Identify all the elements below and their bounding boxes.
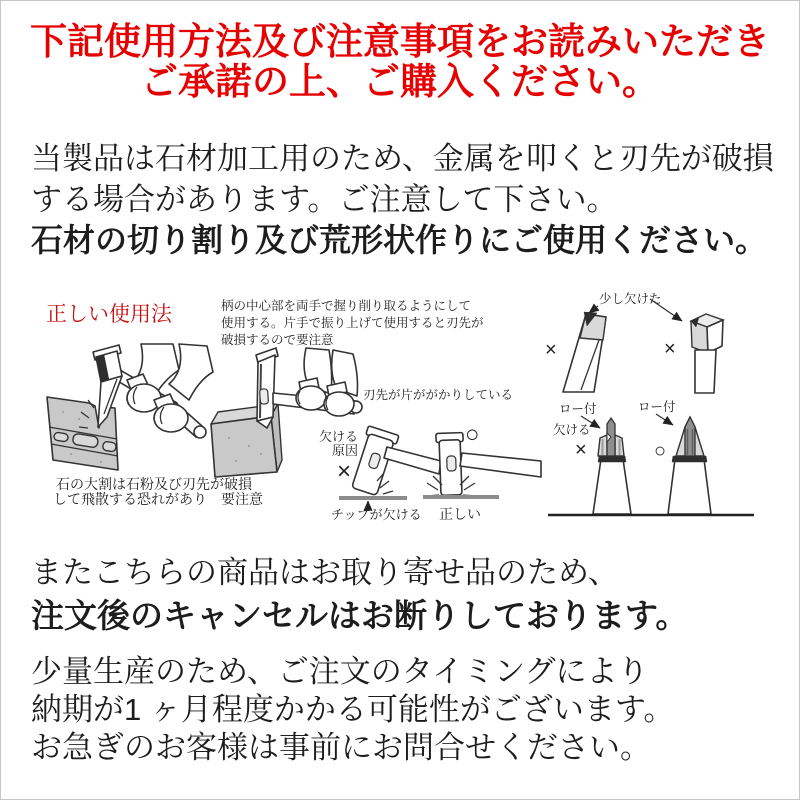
pointer-arrow [656,414,673,425]
pointer-arrow [589,306,598,313]
label-chip-cause-2: 原因 [332,443,359,458]
label-grip-note-1: 柄の中心部を両手で握り削り取るようにして [221,299,472,313]
hammer-handle [460,453,541,477]
label-stone-split-caption-1: 石の大割は石粉及び刃先が破損 [56,476,252,492]
header-warning [1,22,799,102]
order-notice-paragraph [31,552,688,636]
brazed-tip [685,417,695,456]
order-notice-line-1: またこちらの商品はお取り寄せ品のため、 [31,555,619,590]
flat-chisel-chipped [563,312,606,392]
point-chisel-chipped [593,418,631,514]
label-chip-result: チップが欠ける [331,507,422,522]
correct-mark: ○ [465,421,480,448]
point-chisel-correct [668,417,711,514]
label-slightly-chipped: 少し欠けた [599,292,662,306]
delivery-notice-line-1: 少量生産のため、ご注文のタイミングにより [31,654,649,689]
label-edge-catch: 刃先が片ががかりしている [363,388,514,402]
header-line-2: ご承諾の上、ご購入ください。 [141,61,659,102]
label-chips: 欠ける [553,423,591,437]
usage-warning-bold-line: 石材の切り割り及び荒形状作りにご使用ください。 [31,222,768,258]
label-grip-note-2: 使用する。片手で振り上げて使用すると刃先が [221,316,484,330]
label-grip-note-3: 破損するので要注意 [221,333,334,347]
wrong-mark: × [575,439,587,461]
wrong-mark: × [664,338,676,360]
diagram-hammer-strikes [339,426,541,511]
delivery-notice-line-3: お急ぎのお客様は事前にお問合せください。 [31,730,651,765]
usage-warning-line-2: する場合があります。ご注意して下さい。 [31,182,618,217]
hand [324,392,354,416]
hammer-handle [384,447,441,474]
label-correct: 正しい [439,506,481,522]
scene-stone-splitting [47,344,213,470]
label-chip-cause-1: 欠ける [319,429,359,444]
correct-mark: ○ [654,440,667,462]
usage-illustration [1,286,800,538]
hand [154,404,188,432]
wrong-mark: × [545,339,557,361]
order-notice-bold-line: 注文後のキャンセルはお断りしております。 [31,597,689,634]
label-braze-left: ロー付 [559,402,597,416]
hand [296,386,326,410]
delivery-notice-paragraph [31,653,674,767]
usage-warning-paragraph [31,138,774,261]
delivery-notice-line-2: 納期が1 ヶ月程度かかる可能性がございます。 [31,692,675,727]
label-correct-usage: 正しい使用法 [46,303,172,326]
square-chisel-chipped [691,314,723,393]
wrong-mark: × [337,458,352,485]
usage-warning-line-1: 当製品は石材加工用のため、金属を叩くと刃先が破損 [31,141,774,176]
label-stone-split-caption-2: して飛散する恐れがあり 要注意 [53,491,263,507]
hand [127,384,161,412]
header-line-1: 下記使用方法及び注意事項をお読みいただき [30,21,770,62]
label-braze-right: ロー付 [638,400,676,414]
